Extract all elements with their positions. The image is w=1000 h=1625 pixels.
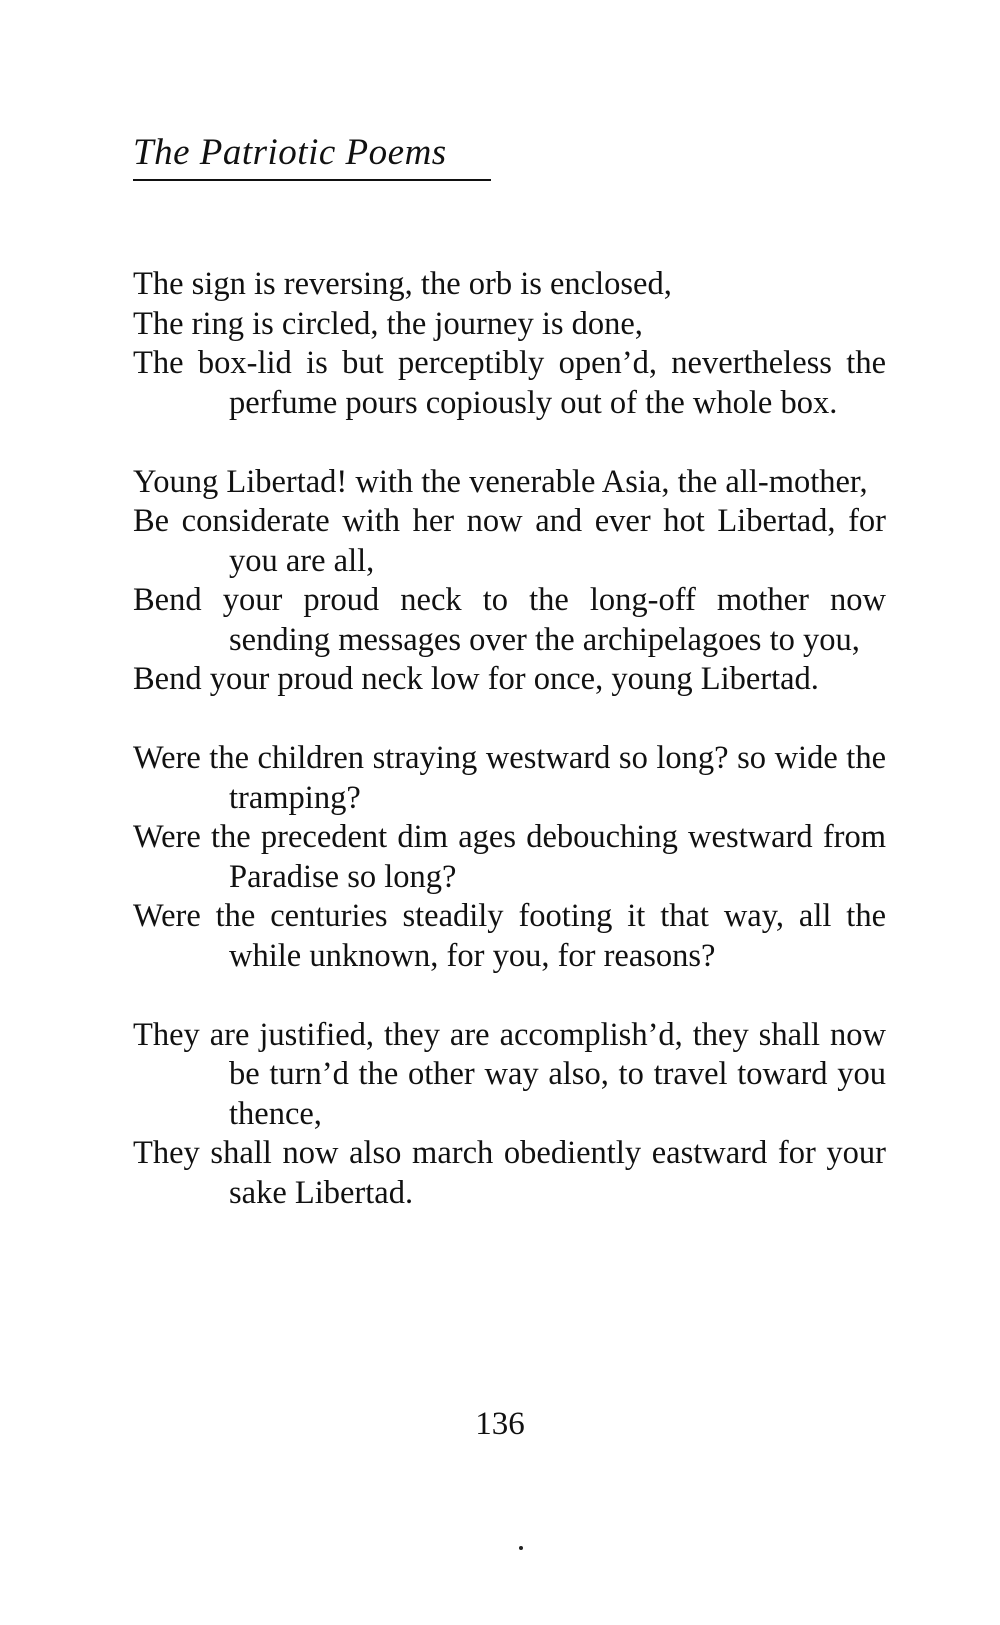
poem-line: Were the children straying westward so long? so wide the tramping?: [133, 740, 886, 816]
stanza: [133, 1016, 886, 1214]
poem-line: The ring is circled, the journey is done,: [133, 305, 643, 342]
poem-line: They shall now also march obediently eastward for your sake Libertad.: [133, 1135, 886, 1211]
poem-line: They are justified, they are accomplish’d, they shall now be turn’d the other way also, to travel toward you thence,: [133, 1016, 886, 1132]
poem-line: Bend your proud neck to the long-off mother now sending messages over the archipelagoes to you,: [133, 582, 886, 658]
stanza: [133, 463, 886, 700]
poem-line: Young Libertad! with the venerable Asia, the all-mother,: [133, 463, 868, 500]
poem-body: [133, 265, 886, 1253]
poem-line: The box-lid is but perceptibly open’d, nevertheless the perfume pours copiously out of the whole box.: [133, 345, 886, 421]
stanza: [133, 739, 886, 976]
print-speck: [519, 1546, 523, 1550]
poem-line: Were the centuries steadily footing it that way, all the while unknown, for you, for reasons?: [133, 898, 886, 974]
poem-line: Be considerate with her now and ever hot Libertad, for you are all,: [133, 503, 886, 579]
running-head: The Patriotic Poems: [133, 134, 491, 181]
page-number: 136: [475, 1406, 525, 1442]
poem-line: The sign is reversing, the orb is enclosed,: [133, 266, 672, 302]
stanza: [133, 265, 886, 423]
poem-line: Were the precedent dim ages debouching westward from Paradise so long?: [133, 819, 886, 895]
poem-line: Bend your proud neck low for once, young Libertad.: [133, 661, 819, 697]
